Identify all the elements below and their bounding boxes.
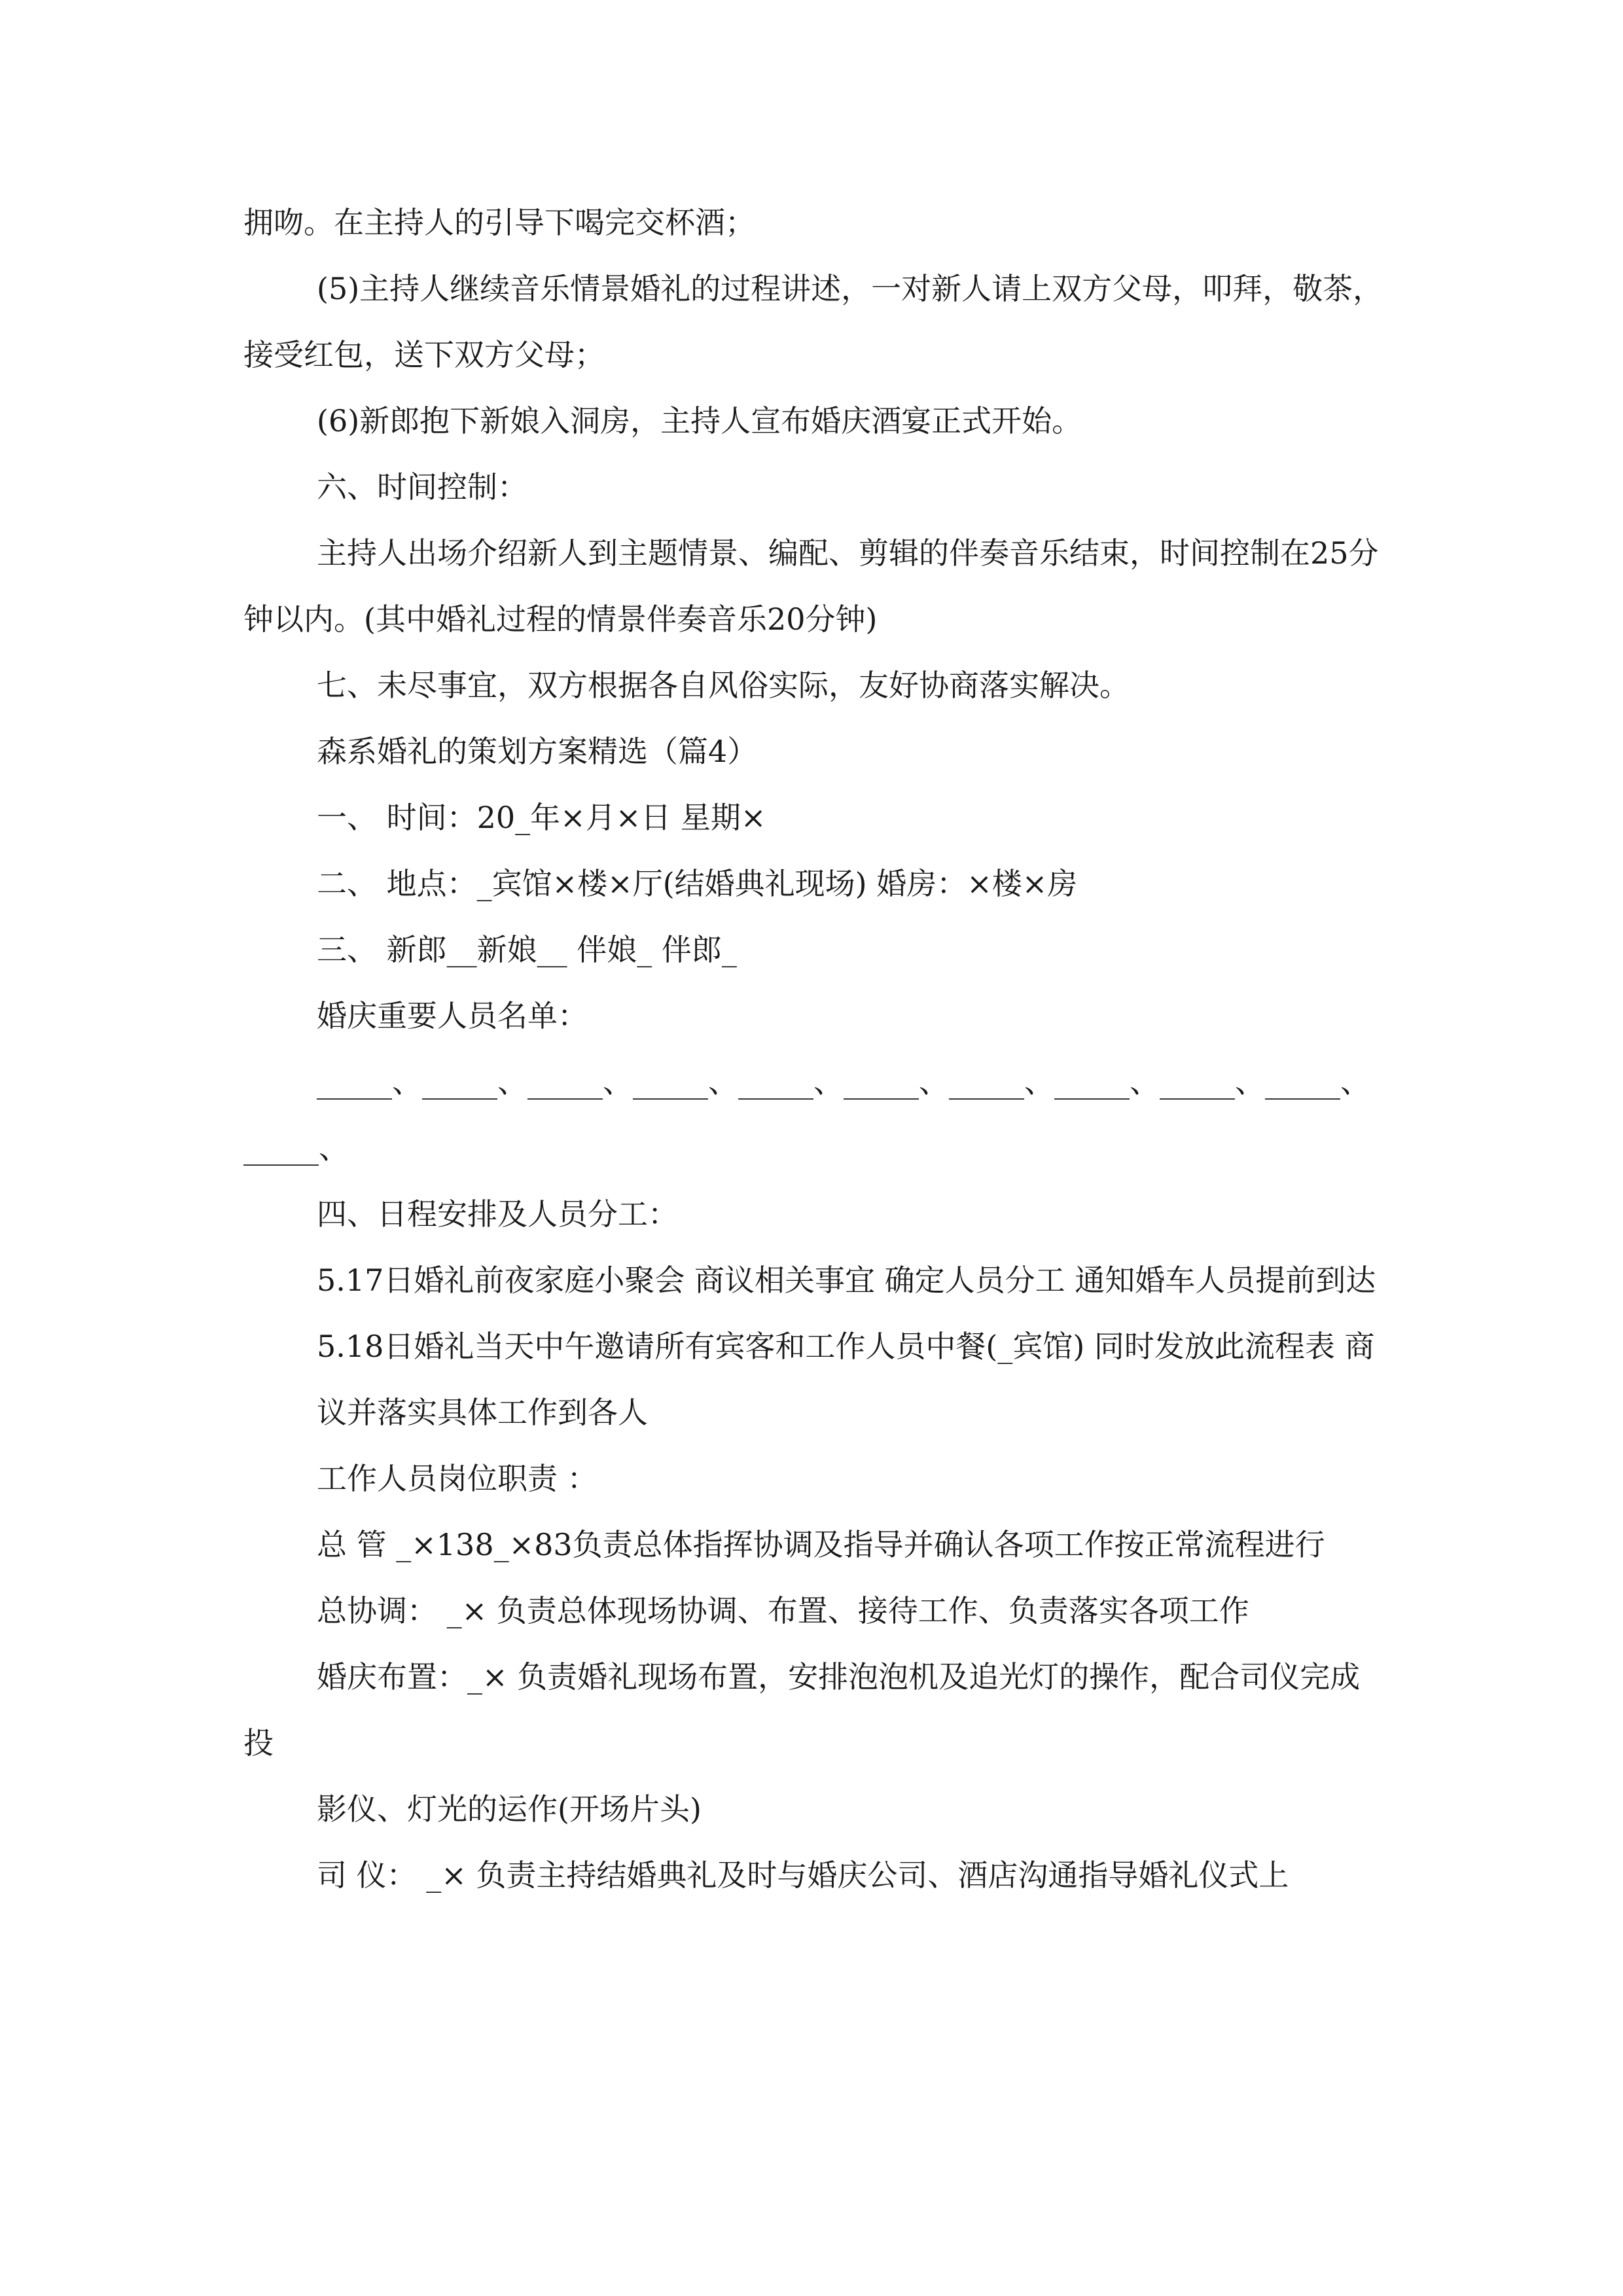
duty-decoration: 婚庆布置：_× 负责婚礼现场布置，安排泡泡机及追光灯的操作，配合司仪完成投 <box>243 1659 1361 1761</box>
section-heading-time-control: 六、时间控制： <box>317 469 527 505</box>
item-location: 二、 地点：_宾馆×楼×厅(结婚典礼现场) 婚房：×楼×房 <box>317 866 1078 901</box>
paragraph-step-6: (6)新郎抱下新娘入洞房，主持人宣布婚庆酒宴正式开始。 <box>317 403 1082 439</box>
section-heading-schedule: 四、日程安排及人员分工： <box>317 1196 678 1232</box>
article-title: 森系婚礼的策划方案精选（篇4） <box>317 734 758 769</box>
duties-heading: 工作人员岗位职责 ： <box>317 1461 597 1496</box>
schedule-may-17: 5.17日婚礼前夜家庭小聚会 商议相关事宜 确定人员分工 通知婚车人员提前到达 <box>317 1263 1376 1298</box>
section-heading-other-matters: 七、未尽事宜，双方根据各自风俗实际，友好协商落实解决。 <box>317 668 1130 703</box>
staff-list-blanks: _____、_____、_____、_____、_____、_____、_____、_____、_____、_____、_____、 <box>243 1064 1370 1166</box>
staff-list-heading: 婚庆重要人员名单： <box>317 998 588 1033</box>
duty-host: 司 仪： _× 负责主持结婚典礼及时与婚庆公司、酒店沟通指导婚礼仪式上 <box>317 1857 1289 1893</box>
item-couple: 三、 新郎__新娘__ 伴娘_ 伴郎_ <box>317 932 737 967</box>
schedule-may-18: 5.18日婚礼当天中午邀请所有宾客和工作人员中餐(_宾馆) 同时发放此流程表 商 <box>317 1329 1375 1364</box>
duty-general-manager: 总 管 _×138_×83负责总体指挥协调及指导并确认各项工作按正常流程进行 <box>317 1527 1325 1562</box>
document-body <box>243 190 1389 1909</box>
duty-decoration-continued: 影仪、灯光的运作(开场片头) <box>317 1791 702 1827</box>
paragraph-time-control: 主持人出场介绍新人到主题情景、编配、剪辑的伴奏音乐结束，时间控制在25分钟以内。(其中婚礼过程的情景伴奏音乐20分钟) <box>243 535 1379 637</box>
duty-coordinator: 总协调： _× 负责总体现场协调、布置、接待工作、负责落实各项工作 <box>317 1593 1249 1628</box>
item-time: 一、 时间：20_年×月×日 星期× <box>317 800 766 835</box>
paragraph-step-5: (5)主持人继续音乐情景婚礼的过程讲述，一对新人请上双方父母，叩拜，敬茶，接受红包，送下双方父母； <box>243 271 1383 372</box>
schedule-may-18-continued: 议并落实具体工作到各人 <box>317 1395 648 1430</box>
paragraph-continuation: 拥吻。在主持人的引导下喝完交杯酒； <box>243 205 755 240</box>
